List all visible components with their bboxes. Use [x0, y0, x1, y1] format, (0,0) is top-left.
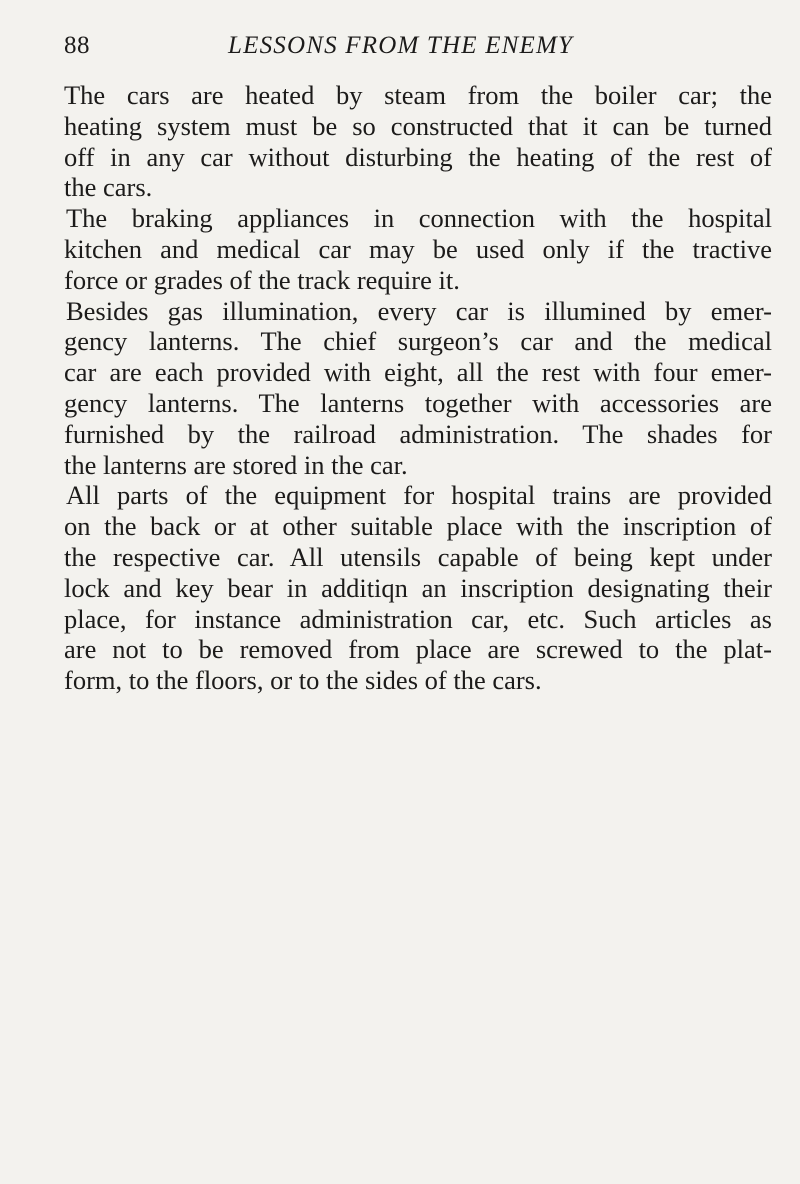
text-line: are not to be removed from place are screwed to the plat-	[64, 634, 772, 665]
text-line: place, for instance administration car, etc. Such articles as	[64, 603, 772, 634]
text-line: on the back or at other suitable place with the inscription of	[64, 511, 772, 542]
text-line: heating system must be so constructed that it can be turned	[64, 110, 772, 141]
page-header	[64, 32, 764, 62]
text-line: gency lanterns. The chief surgeon’s car and the medical	[64, 326, 772, 357]
text-line: form, to the floors, or to the sides of the cars.	[64, 665, 542, 696]
body-text	[64, 80, 772, 696]
text-line: The cars are heated by steam from the boiler car; the	[64, 80, 772, 110]
text-line: Besides gas illumination, every car is illumined by emer-	[66, 295, 772, 326]
running-head: LESSONS FROM THE ENEMY	[228, 32, 574, 59]
text-line: the respective car. All utensils capable of being kept under	[64, 541, 772, 572]
text-line: All parts of the equipment for hospital trains are provided	[66, 480, 772, 511]
text-line: The braking appliances in connection with the hospital	[66, 203, 772, 234]
text-line: the cars.	[64, 172, 153, 203]
page-number: 88	[64, 32, 90, 59]
text-line: furnished by the railroad administration. The shades for	[64, 418, 772, 449]
text-line: the lanterns are stored in the car.	[64, 449, 408, 480]
text-line: gency lanterns. The lanterns together with accessories are	[64, 387, 772, 418]
text-line: off in any car without disturbing the heating of the rest of	[64, 141, 772, 172]
text-line: force or grades of the track require it.	[64, 264, 460, 295]
text-line: kitchen and medical car may be used only if the tractive	[64, 233, 772, 264]
text-line: car are each provided with eight, all the rest with four emer-	[64, 357, 772, 388]
text-line: lock and key bear in additiqn an inscription designating their	[64, 572, 772, 603]
